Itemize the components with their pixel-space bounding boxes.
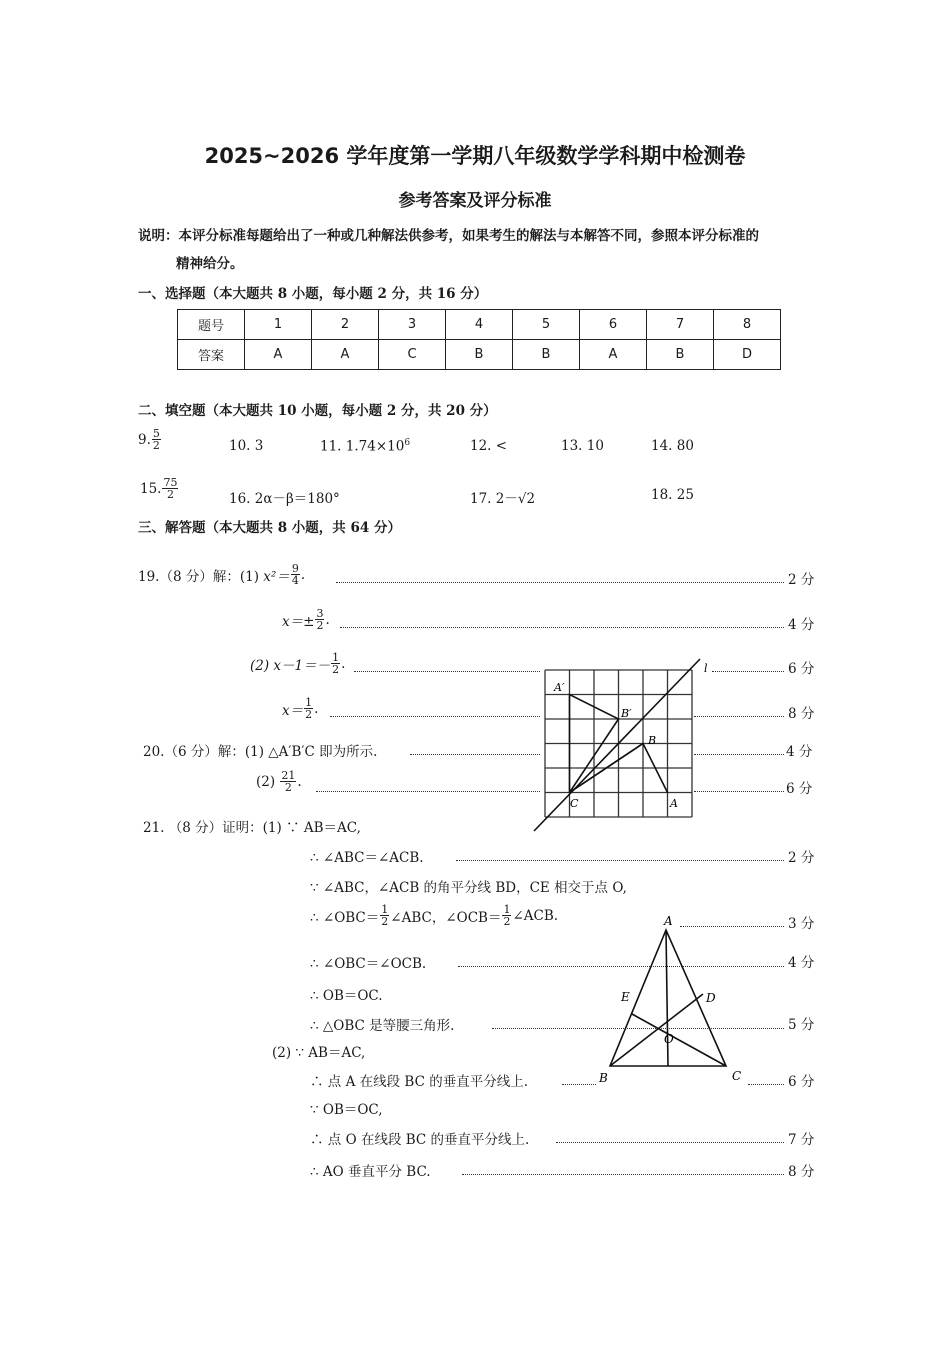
fill-answer-12: 12. < (470, 438, 508, 454)
q19-l1-num: 9 (291, 562, 299, 575)
q21-line-7: ∴ △OBC 是等腰三角形. (310, 1018, 455, 1034)
score-mark: 6 分 (786, 781, 813, 797)
fill-answer-10: 10. 3 (229, 438, 264, 454)
score-mark: 8 分 (788, 706, 815, 722)
fill-answer-14: 14. 80 (651, 438, 694, 454)
question-number: 2 (312, 310, 379, 340)
q21-line-3: ∵ ∠ABC，∠ACB 的角平分线 BD，CE 相交于点 O, (310, 880, 627, 896)
label-B: B (599, 1071, 608, 1085)
q19-l2-fraction (315, 608, 324, 631)
fill-answer-13: 13. 10 (561, 438, 604, 454)
q19-line-1: 19.（8 分）解：(1) x²＝ $\frac{9}{4}$ . (138, 562, 306, 587)
score-mark: 6 分 (788, 661, 815, 677)
answer-cell: B (513, 340, 580, 370)
q19-l3-fraction (331, 652, 340, 675)
answer-cell: A (312, 340, 379, 370)
q9-fraction (152, 428, 161, 451)
q21-line-5: ∴ ∠OBC＝∠OCB. (310, 956, 427, 972)
q21-line-2: ∴ ∠ABC＝∠ACB. (310, 850, 424, 866)
question-row (178, 310, 781, 340)
q20-grid-figure (530, 655, 720, 835)
row-label-question: 题号 (178, 310, 245, 340)
score-mark: 4 分 (786, 744, 813, 760)
dotted-leader (410, 754, 540, 755)
section1-heading: 一、选择题（本大题共 8 小题，每小题 2 分，共 16 分） (138, 286, 488, 302)
section2-heading: 二、填空题（本大题共 10 小题，每小题 2 分，共 20 分） (138, 403, 497, 419)
q21-l4-expr-a: ∴ ∠OBC＝ (310, 909, 380, 926)
q19-l2-den: 2 (316, 619, 324, 632)
q9-den: 2 (152, 439, 160, 452)
q21-l4-num1: 1 (381, 903, 389, 916)
fill-answer-9 (138, 428, 162, 451)
dotted-leader (456, 860, 784, 861)
q19-l3-num: 1 (332, 651, 340, 664)
fill-answer-18: 18. 25 (651, 487, 694, 503)
q21-line-12: ∴ AO 垂直平分 BC. (310, 1164, 431, 1180)
label-B-prime: B′ (621, 707, 632, 720)
q11-base: 11. 1.74×10 (320, 438, 405, 455)
score-mark: 6 分 (788, 1074, 815, 1090)
question-number: 6 (580, 310, 647, 340)
q21-l4-den1: 2 (381, 915, 389, 928)
answer-cell: C (379, 340, 446, 370)
q21-line-10: ∵ OB＝OC, (310, 1102, 383, 1118)
dotted-leader (340, 627, 784, 628)
answer-cell: A (580, 340, 647, 370)
q19-line-3: (2) x－1＝－ $\frac{1}{2}$ . (250, 651, 346, 676)
answer-cell: A (245, 340, 312, 370)
q19-l1-expr: x²＝ (263, 568, 290, 585)
row-label-answer: 答案 (178, 340, 245, 370)
q19-l1-den: 4 (291, 574, 299, 587)
q19-line-2: x＝± $\frac{3}{2}$ . (282, 607, 330, 632)
question-number: 7 (647, 310, 714, 340)
question-number: 5 (513, 310, 580, 340)
q19-l4-fraction (304, 697, 313, 720)
q21-line-11: ∴ 点 O 在线段 BC 的垂直平分线上. (310, 1132, 530, 1148)
q20-l2-den: 2 (284, 781, 292, 794)
score-mark: 3 分 (788, 916, 815, 932)
note-line-1: 说明：本评分标准每题给出了一种或几种解法供参考，如果考生的解法与本解答不同，参照本评分标准的 (138, 228, 759, 244)
dotted-leader (336, 582, 784, 583)
q21-line-1: 21. （8 分）证明：(1) ∵ AB＝AC, (143, 820, 361, 836)
q19-l3-expr: (2) x－1＝－ (250, 657, 331, 674)
q20-line-2: (2) $\frac{21}{2}$ . (256, 769, 302, 794)
label-A-prime: A′ (554, 681, 565, 694)
q19-l1-fraction (291, 563, 300, 586)
q15-num: 75 (163, 476, 178, 489)
question-number: 1 (245, 310, 312, 340)
label-C: C (570, 797, 579, 810)
dotted-leader (354, 671, 540, 672)
q15-fraction (162, 477, 178, 500)
fill-answer-15 (140, 477, 179, 500)
score-mark: 8 分 (788, 1164, 815, 1180)
answer-table (177, 309, 781, 370)
q21-line-9: ∴ 点 A 在线段 BC 的垂直平分线上. (310, 1074, 528, 1090)
page-title: 2025~2026 学年度第一学期八年级数学学科期中检测卷 (204, 144, 746, 168)
answer-cell: D (714, 340, 781, 370)
dotted-leader (462, 1174, 784, 1175)
answer-cell: B (647, 340, 714, 370)
dotted-leader (330, 716, 540, 717)
label-E: E (621, 990, 630, 1004)
q21-line-6: ∴ OB＝OC. (310, 988, 383, 1004)
score-mark: 7 分 (788, 1132, 815, 1148)
label-A: A (664, 914, 673, 928)
q21-l4-den2: 2 (503, 915, 511, 928)
dotted-leader (316, 791, 540, 792)
note-line-2: 精神给分。 (176, 256, 244, 272)
question-number: 3 (379, 310, 446, 340)
dotted-leader (712, 671, 784, 672)
score-mark: 4 分 (788, 617, 815, 633)
section3-heading: 三、解答题（本大题共 8 小题，共 64 分） (138, 520, 401, 536)
q19-l4-expr: x＝ (282, 702, 304, 719)
dotted-leader (562, 1084, 596, 1085)
label-B: B (648, 734, 657, 747)
q21-l4-expr-c: ∠ACB. (512, 907, 559, 924)
q20-l2-num: 21 (281, 769, 296, 782)
q9-num: 5 (152, 427, 160, 440)
question-number: 8 (714, 310, 781, 340)
q19-line-4: x＝ $\frac{1}{2}$ . (282, 696, 319, 721)
q21-l4-fraction-2 (502, 904, 511, 927)
q19-l4-num: 1 (305, 696, 313, 709)
q19-l3-den: 2 (332, 663, 340, 676)
score-mark: 2 分 (788, 572, 815, 588)
fill-answer-17: 17. 2－√2 (470, 491, 536, 507)
label-A: A (670, 797, 678, 810)
score-mark: 4 分 (788, 955, 815, 971)
question-number: 4 (446, 310, 513, 340)
q20-line-1: 20.（6 分）解：(1) △A′B′C 即为所示. (143, 744, 378, 760)
q20-l2-fraction (280, 770, 296, 793)
q21-triangle-figure (594, 910, 754, 1085)
fill-answer-11 (320, 438, 410, 455)
label-D: D (706, 991, 716, 1005)
q19-label: 19.（8 分）解：(1) (138, 568, 259, 585)
q9-label: 9. (138, 431, 151, 448)
label-l: l (704, 662, 708, 675)
q19-l2-num: 3 (316, 607, 324, 620)
q21-line-8: (2) ∵ AB＝AC, (272, 1045, 366, 1061)
q15-label: 15. (140, 480, 162, 497)
score-mark: 5 分 (788, 1017, 815, 1033)
q20-l2-label: (2) (256, 773, 276, 790)
dotted-leader (556, 1142, 784, 1143)
q21-line-4 (310, 904, 558, 927)
label-C: C (732, 1069, 742, 1083)
answer-cell: B (446, 340, 513, 370)
q19-l2-expr: x＝± (282, 613, 315, 630)
q11-exp: 6 (404, 438, 411, 448)
answer-row (178, 340, 781, 370)
score-mark: 2 分 (788, 850, 815, 866)
q21-l4-num2: 1 (503, 903, 511, 916)
fill-answer-16: 16. 2α－β＝180° (229, 491, 340, 507)
q21-l4-fraction-1 (380, 904, 389, 927)
page-subtitle: 参考答案及评分标准 (398, 191, 552, 211)
label-O: O (664, 1032, 674, 1046)
q15-den: 2 (166, 488, 174, 501)
q21-l4-expr-b: ∠ABC，∠OCB＝ (390, 909, 502, 926)
q19-l4-den: 2 (305, 708, 313, 721)
